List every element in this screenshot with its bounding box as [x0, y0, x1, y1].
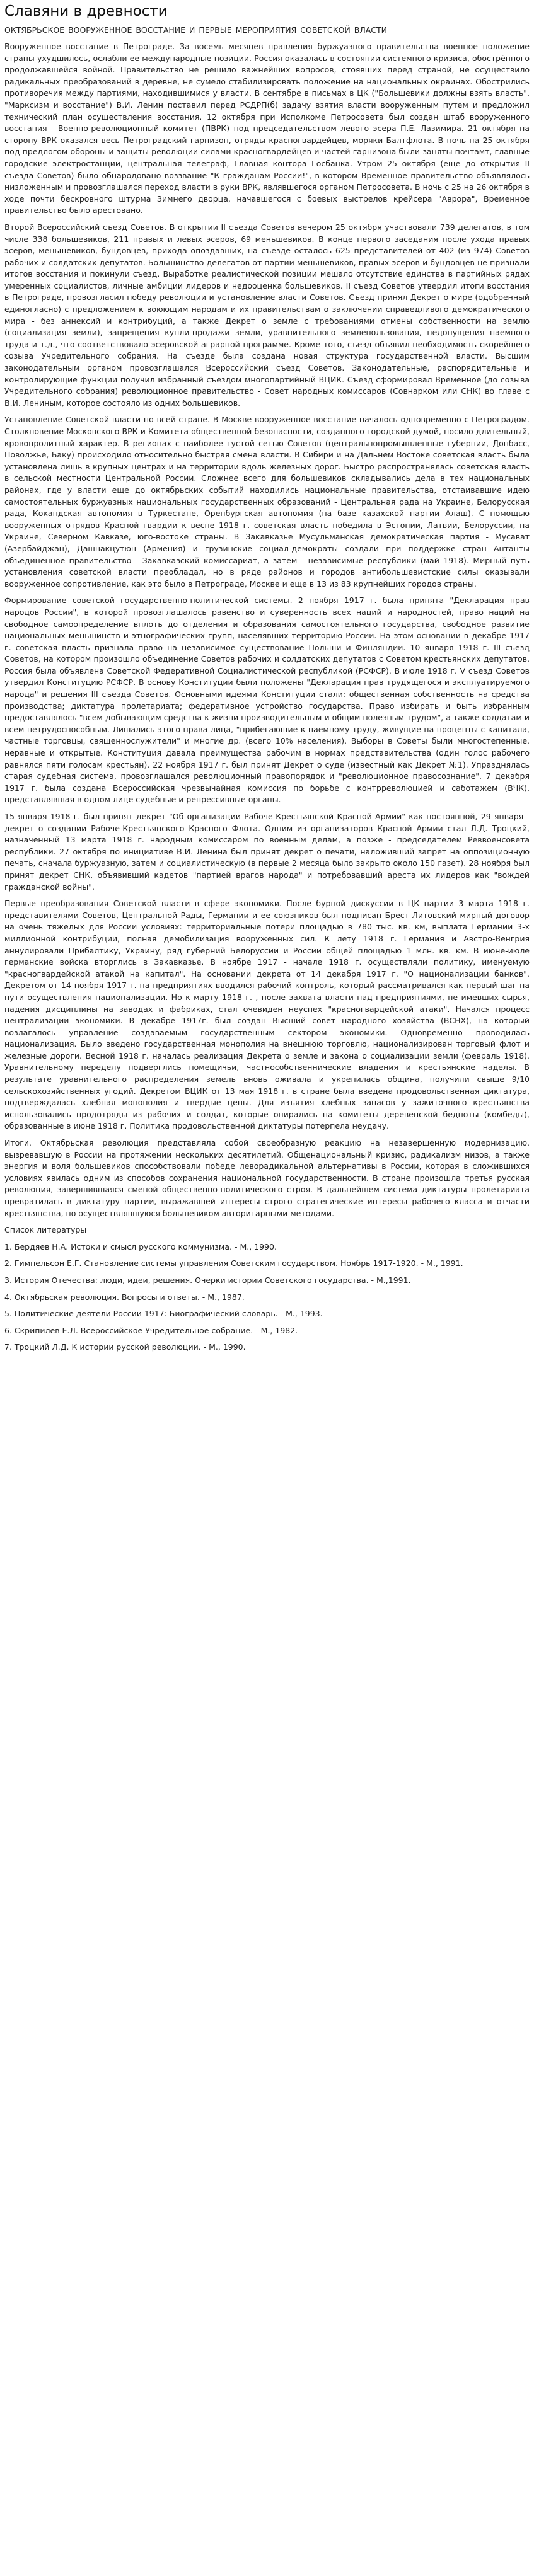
article-subtitle: ОКТЯБРЬСКОЕ ВООРУЖЕННОЕ ВОССТАНИЕ И ПЕРВЫЕ МЕРОПРИЯТИЯ СОВЕТСКОЙ ВЛАСТИ	[4, 25, 387, 35]
paragraph-results: Итоги. Октябрьская революция представляла собой своеобразную реакцию на незавершенную модернизацию, вызревавшую в России на протяжении нескольких десятилетий. Общенациональный кризис, радикализм низов, а также энергия и воля большевиков способствовали победе леворадикальной альтернативы в России, которая в сложившихся условиях явилась одним из способов сохранения национальной государственности. В стране произошла третья русская революция, завершившаяся сменой общественно-политического строя. В дальнейшем система диктатуры пролетариата превратилась в диктатуру партии, выражавшей интересы строго стратегические интересы рабочего класса и отчасти крестьянства, но осуществлявшуюся большевиком авторитарными методами.	[4, 1138, 530, 1218]
list-item: 3. История Отечества: люди, идеи, решения. Очерки истории Советского государства. - М.,1991.	[4, 1275, 411, 1285]
list-item: 2. Гимпельсон Е.Г. Становление системы управления Советским государством. Ноябрь 1917-1920. - М., 1991.	[4, 1258, 463, 1268]
paragraph-second-congress: Второй Всероссийский съезд Советов. В открытии II съезда Советов вечером 25 октября участвовали 739 делегатов, в том числе 338 большевиков, 211 правых и левых эсеров, 69 меньшевиков. В конце первого заседания после ухода правых эсеров, меньшевиков, бундовцев, прихода опоздавших, на съезде осталось 625 представителей от 402 (из 974) Советов рабочих и солдатских депутатов. Большинство делегатов от партии меньшевиков, правых эсеров и бундовцев не признали итогов восстания и покинули съезд. Выработке реалистической позиции мешало отсутствие единства в партийных рядах умеренных социалистов, личные амбиции лидеров и недооценка большевиков. II съезд Советов утвердил итоги восстания в Петрограде, провозгласил победу революции и установление власти Советов. Съезд принял Декрет о мире (одобренный единогласно) с предложением к воюющим народам и их правительствам о заключении справедливого демократического мира - без аннексий и контрибуций, а также Декрет о земле с требованиями отмены собственности на землю (социализация земли), запрещения купли-продажи земли, уравнительного землепользования, недопущения наемного труда и т.д., что соответствовало эсеровской аграрной программе. Кроме того, съезд объявил необходимость скорейшего созыва Учредительного собрания. На съезде была создана новая структура государственной власти. Высшим законодательным органом провозглашался Всероссийский съезд Советов. Законодательные, распорядительные и контролирующие функции получил избранный съездом многопартийный ВЦИК. Съезд сформировал Временное (до созыва Учредительного собрания) революционное правительство - Совет народных комиссаров (Совнарком или СНК) во главе с В.И. Лениным, которое состояло из одних большевиков.	[4, 222, 530, 408]
article-body	[4, 41, 530, 1219]
paragraph-state-system: Формирование советской государственно-политической системы. 2 ноября 1917 г. была принята "Декларация прав народов России", в которой провозглашалось равенство и суверенность всех наций и народностей, право наций на свободное самоопределение вплоть до отделения и образования самостоятельного государства, свободное развитие национальных меньшинств и этнографических групп, населявших территорию России. На этом основании в декабре 1917 г. советская власть признала право на независимое существование Польши и Финляндии. 10 января 1918 г. III съезд Советов, на котором произошло объединение Советов рабочих и солдатских депутатов с Советом крестьянских депутатов, Россия была объявлена Советской Федеративной Социалистической республикой (РСФСР). В июле 1918 г. V съезд Советов утвердил Конституцию РСФСР. В основу Конституции были положены "Декларация прав трудящегося и эксплуатируемого народа" и решения III съезда Советов. Основными идеями Конституции стали: общественная собственность на средства производства; диктатура пролетариата; федеративное устройство государства. Право избирать и быть избранным предоставлялось "всем добывающим средства к жизни производительным и общим полезным трудом", а также солдатам и всем нетрудоспособным. Лишались этого права лица, "прибегающие к наемному труду, живущие на проценты с капитала, частные торговцы, священнослужители" и многие др. (всего 10% населения). Выборы в Советы были многостепенные, неравные и открытые. Конституция давала преимущества рабочим в нормах представительства (один голос рабочего равнялся пяти голосам крестьян). 22 ноября 1917 г. был принят Декрет о суде (известный как Декрет №1). Упразднялась старая судебная система, провозглашался революционный правопорядок и "революционное правосознание". 7 декабря 1917 г. была создана Всероссийская чрезвычайная комиссия по борьбе с контрреволюцией и саботажем (ВЧК), представлявшая в одном лице судебные и репрессивные органы.	[4, 595, 530, 805]
literature-title: Список литературы	[4, 1225, 87, 1235]
list-item: 5. Политические деятели России 1917: Биографический словарь. - М., 1993.	[4, 1309, 323, 1319]
list-item: 1. Бердяев Н.А. Истоки и смысл русского коммунизма. - М., 1990.	[4, 1241, 277, 1251]
page-title: Славяни в древности	[4, 3, 168, 20]
paragraph-uprising-petrograd: Вооруженное восстание в Петрограде. За восемь месяцев правления буржуазного правительства военное положение страны ухудшилось, ослабли ее международные позиции. Россия оказалась в состоянии системного кризиса, обострённого продолжавшейся войной. Правительство не решило важнейших вопросов, стоявших перед страной, не осуществило радикальных преобразований в деревне, не сумело стабилизировать положение на национальных окраинах. Обострились противоречия между партиями, находившимися у власти. В сентябре в письмах в ЦК ("Большевики должны взять власть", "Марксизм и восстание") В.И. Ленин поставил перед РСДРП(б) задачу взятия власти вооруженным путем и предложил технический план осуществления восстания. 12 октября при Исполкоме Петросовета был создан штаб вооруженного восстания - Военно-революционный комитет (ПВРК) под председательством левого эсера П.Е. Лазимира. 21 октября на сторону ВРК оказался весь Петроградский гарнизон, отряды красногвардейцев, моряки Балтфлота. В ночь на 25 октября под предлогом обороны и защиты революции силами красногвардейцев и частей гарнизона были заняты почтамт, главные городские электростанции, центральная телеграф, Главная контора Госбанка. Утром 25 октября (еще до открытия II съезда Советов) было обнародовано воззвание "К гражданам России!", в котором Временное правительство объявлялось низложенным и провозглашался переход власти в руки ВРК, являвшегося органом Петросовета. В ночь с 25 на 26 октября в ходе почти бескровного штурма Зимнего дворца, начавшегося с боевых выстрелов крейсера "Аврора", Временное правительство было арестовано.	[4, 42, 530, 216]
paragraph-red-army: 15 января 1918 г. был принят декрет "Об организации Рабоче-Крестьянской Красной Армии" как постоянной, 29 января - декрет о создании Рабоче-Крестьянского Красного Флота. Одним из организаторов Красной Армии стал Л.Д. Троцкий, назначенный 13 марта 1918 г. народным комиссаром по военным делам, а позже - председателем Реввоенсовета республики. 27 октября по инициативе В.И. Ленина был принят декрет о печати, наложивший запрет на оппозиционную печать, сначала буржуазную, затем и социалистическую (в первые 2 месяца было закрыто около 150 газет). 28 ноября был принят декрет СНК, объявивший кадетов "партией врагов народа" и потребовавший ареста их лидеров как "вождей гражданской войны".	[4, 812, 530, 892]
paragraph-economy: Первые преобразования Советской власти в сфере экономики. После бурной дискуссии в ЦК партии 3 марта 1918 г. представителями Советов, Центральной Рады, Германии и ее союзников был подписан Брест-Литовский мирный договор на очень тяжелых для России условиях: территориальные потери площадью в 780 тыс. кв. км, выплата Германии 3-х миллионной контрибуции, полная демобилизация вооруженных сил. К лету 1918 г. Германия и Австро-Венгрия аннулировали Прибалтику, Украину, ряд губерний Белоруссии и России общей площадью 1 млн. кв. км. В июне-июле германские войска вторглись в Закавказье. В ноябре 1917 - начале 1918 г. осуществляли политику, именуемую "красногвардейской атакой на капитал". На основании декрета от 14 декабря 1917 г. "О национализации банков". Декретом от 14 ноября 1917 г. на предприятиях вводился рабочий контроль, который рассматривался как первый шаг на пути осуществления национализации. Но к марту 1918 г. , после захвата власти над предприятиями, не имевших сырья, падения дисциплины на заводах и фабриках, стал очевиден неуспех "красногвардейской атаки". Начался процесс централизации экономики. В декабре 1917г. был создан Высший совет народного хозяйства (ВСНХ), на который возлагалось управление создаваемым государственным сектором экономики. Одновременно проводилась национализация. Было введено государственная монополия на внешнюю торговлю, национализирован торговый флот и железные дороги. Весной 1918 г. началась реализация Декрета о земле и закона о социализации земли (февраль 1918). Уравнительному переделу подверглись помещичьи, частнособственнические владения и крестьянские наделы. В результате уравнительного распределения земель вновь оживала и укрепилась община, получили свыше 9/10 сельскохозяйственных угодий. Декретом ВЦИК от 13 мая 1918 г. в стране была введена продовольственная диктатура, подтверждалась хлебная монополия и твердые цены. Для изъятия хлебных запасов у зажиточного крестьянства использовались продотряды из рабочих и солдат, которые опирались на комитеты деревенской бедноты (комбеды), образованные в июне 1918 г. Политика продовольственной диктатуры потерпела неудачу.	[4, 899, 530, 1131]
literature-list	[4, 1241, 530, 1354]
list-item: 6. Скрипилев Е.Л. Всероссийское Учредительное собрание. - М., 1982.	[4, 1325, 298, 1335]
list-item: 4. Октябрьская революция. Вопросы и ответы. - М., 1987.	[4, 1292, 245, 1302]
literature-section	[4, 1224, 530, 1354]
list-item: 7. Троцкий Л.Д. К истории русской революции. - М., 1990.	[4, 1342, 246, 1352]
paragraph-soviet-power-spread: Установление Советской власти по всей стране. В Москве вооруженное восстание началось одновременно с Петроградом. Столкновение Московского ВРК и Комитета общественной безопасности, созданного городской думой, носило длительный, кровопролитный характер. В регионах с наиболее густой сетью Советов (центральнопромышленные губернии, Донбасс, Поволжье, Баку) происходило относительно быстрая смена власти. В Сибири и на Дальнем Востоке советская власть была установлена лишь в крупных центрах и на территории вдоль железных дорог. Быстро распространялась советская власть в сельской местности Центральной России. Сложнее всего для большевиков складывались дела в тех национальных районах, где у власти еще до октябрьских событий находились национальные правительства, отстаивавшие идею самостоятельных буржуазных национальных государственных образований - Центральная рада на Украине, Белорусская рада, Кокандская автономия в Туркестане, Оренбургская автономия (на базе казахской партии Алаш). С помощью вооруженных отрядов Красной гвардии к весне 1918 г. советская власть победила в Эстонии, Латвии, Белоруссии, на Украине, Северном Кавказе, юго-востоке страны. В Закавказье Мусульманская демократическая партия - Мусават (Азербайджан), Дашнакцутюн (Армения) и грузинские социал-демократы создали при поддержке стран Антанты объединенное правительство - Закавказский комиссариат, а затем - независимые республики (май 1918). Мирный путь установления советской власти преобладал, но в ряде районов и городов антибольшевистские силы оказывали вооруженное сопротивление, как это было в Петрограде, Москве и еще в 13 из 83 крупнейших городов страны.	[4, 415, 530, 589]
